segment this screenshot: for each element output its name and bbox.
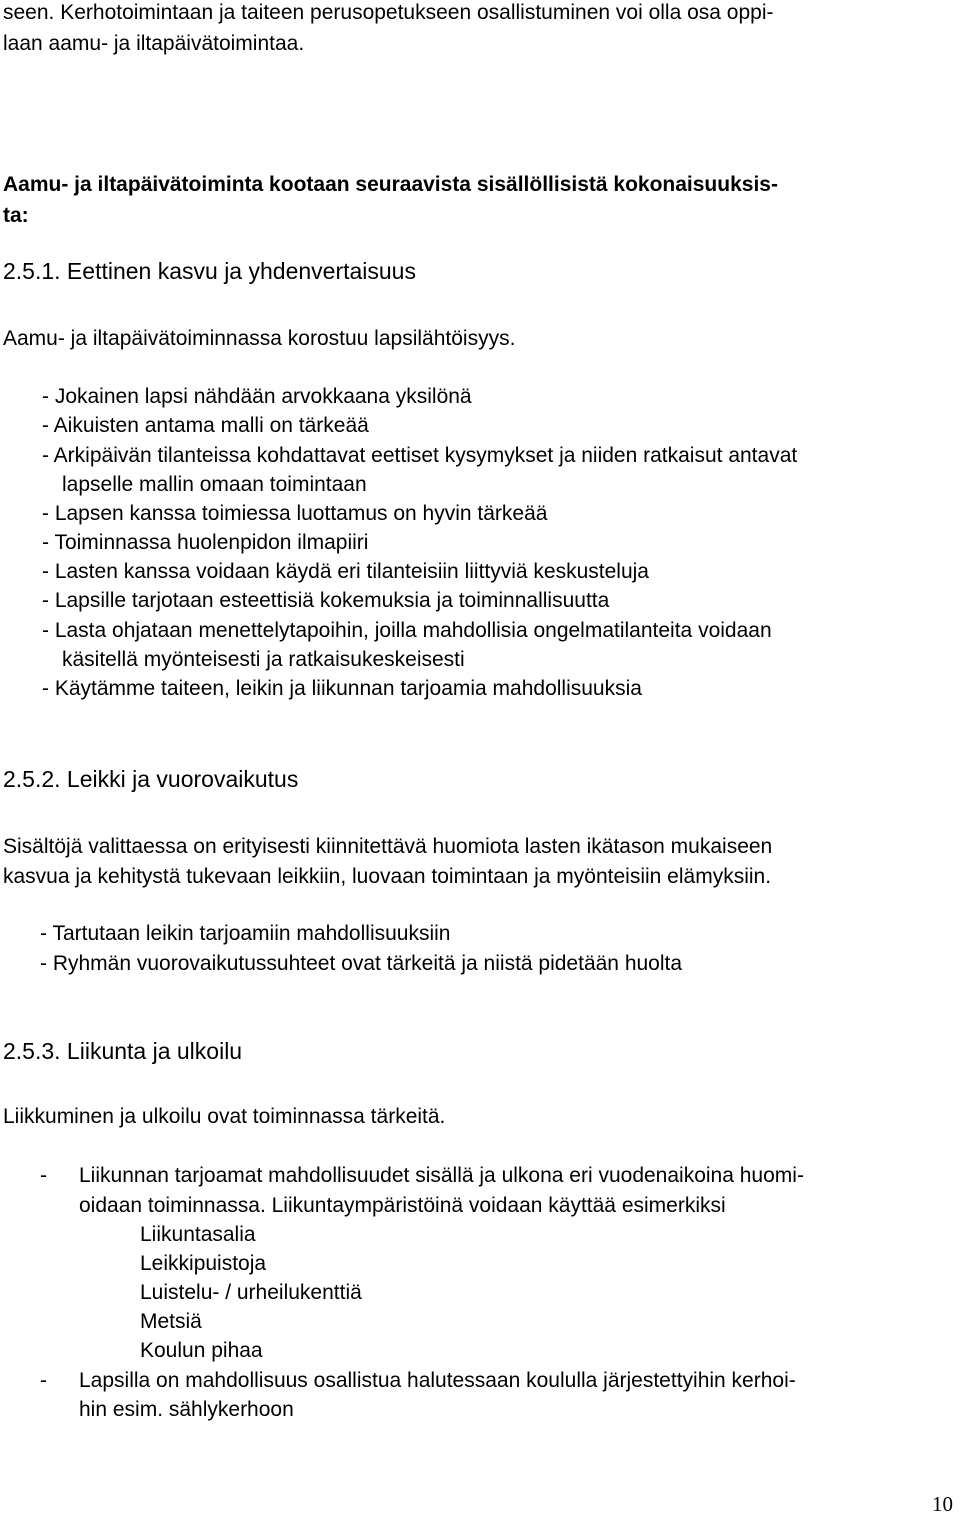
list-item: - Jokainen lapsi nähdään arvokkaana yksilönä	[42, 385, 472, 408]
place-item: Metsiä	[140, 1310, 202, 1333]
top-line-1: seen. Kerhotoimintaan ja taiteen perusopetukseen osallistuminen voi olla osa oppi-	[3, 1, 774, 24]
list-item: Liikunnan tarjoamat mahdollisuudet sisällä ja ulkona eri vuodenaikoina huomi-	[79, 1164, 804, 1187]
list-item: - Käytämme taiteen, leikin ja liikunnan tarjoamia mahdollisuuksia	[42, 677, 642, 700]
list-item: - Lasten kanssa voidaan käydä eri tilanteisiin liittyviä keskusteluja	[42, 560, 649, 583]
top-line-2: laan aamu- ja iltapäivätoimintaa.	[3, 32, 305, 55]
section-2-5-1-paragraph: Aamu- ja iltapäivätoiminnassa korostuu lapsilähtöisyys.	[3, 327, 516, 350]
list-item-continuation: lapselle mallin omaan toimintaan	[62, 473, 367, 496]
place-item: Luistelu- / urheilukenttiä	[140, 1281, 362, 1304]
list-item-continuation: oidaan toiminnassa. Liikuntaympäristöinä voidaan käyttää esimerkiksi	[79, 1194, 726, 1217]
place-item: Koulun pihaa	[140, 1339, 263, 1362]
intro-line-1: Aamu- ja iltapäivätoiminta kootaan seuraavista sisällöllisistä kokonaisuuksis-	[3, 173, 778, 196]
list-item: - Lapsen kanssa toimiessa luottamus on hyvin tärkeää	[42, 502, 548, 525]
list-item: - Aikuisten antama malli on tärkeää	[42, 414, 369, 437]
section-2-5-2-paragraph-line-1: Sisältöjä valittaessa on erityisesti kiinnitettävä huomiota lasten ikätason mukaiseen	[3, 835, 773, 858]
list-item: - Tartutaan leikin tarjoamiin mahdollisuuksiin	[40, 922, 451, 945]
page-number: 10	[932, 1492, 953, 1516]
place-item: Liikuntasalia	[140, 1223, 256, 1246]
place-item: Leikkipuistoja	[140, 1252, 267, 1275]
list-item: - Lasta ohjataan menettelytapoihin, joilla mahdollisia ongelmatilanteita voidaan	[42, 619, 772, 642]
section-heading-2-5-1: 2.5.1. Eettinen kasvu ja yhdenvertaisuus	[3, 258, 416, 284]
list-item: - Toiminnassa huolenpidon ilmapiiri	[42, 531, 369, 554]
section-2-5-2-paragraph-line-2: kasvua ja kehitystä tukevaan leikkiin, luovaan toimintaan ja myönteisiin elämyksiin.	[3, 865, 772, 888]
section-2-5-3-paragraph: Liikkuminen ja ulkoilu ovat toiminnassa tärkeitä.	[3, 1105, 446, 1128]
list-item: Lapsilla on mahdollisuus osallistua halutessaan koululla järjestettyihin kerhoi-	[79, 1369, 796, 1392]
list-item: - Lapsille tarjotaan esteettisiä kokemuksia ja toiminnallisuutta	[42, 589, 610, 612]
list-item: - Arkipäivän tilanteissa kohdattavat eettiset kysymykset ja niiden ratkaisut antavat	[42, 444, 798, 467]
list-dash: -	[40, 1164, 47, 1187]
intro-line-2: ta:	[3, 204, 29, 227]
list-item-continuation: hin esim. sählykerhoon	[79, 1398, 294, 1421]
list-item: - Ryhmän vuorovaikutussuhteet ovat tärkeitä ja niistä pidetään huolta	[40, 952, 683, 975]
list-item-continuation: käsitellä myönteisesti ja ratkaisukeskeisesti	[62, 648, 465, 671]
list-dash: -	[40, 1369, 47, 1392]
section-heading-2-5-3: 2.5.3. Liikunta ja ulkoilu	[3, 1038, 243, 1064]
section-heading-2-5-2: 2.5.2. Leikki ja vuorovaikutus	[3, 766, 299, 792]
